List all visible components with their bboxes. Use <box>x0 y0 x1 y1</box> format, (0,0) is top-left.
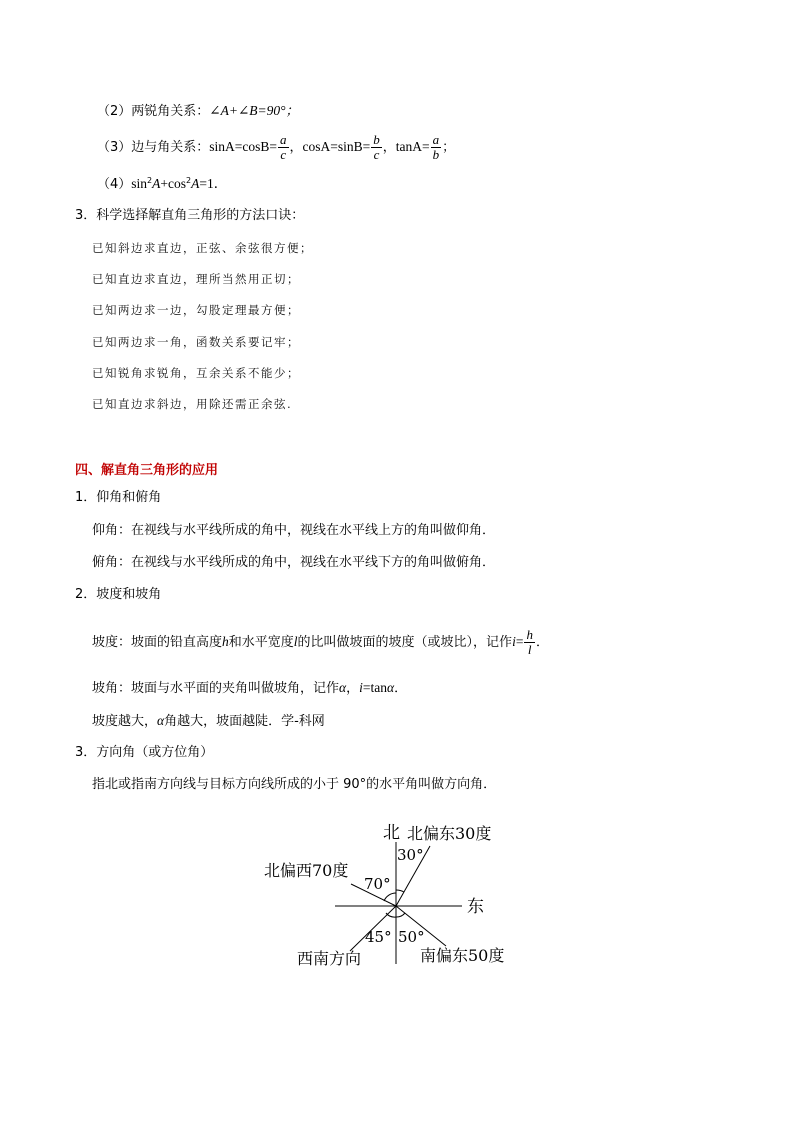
depression-definition: 俯角：在视线与水平线所成的角中，视线在水平线下方的角叫做俯角． <box>92 555 496 570</box>
subsection-title-direction: 3．方向角（或方位角） <box>75 745 214 760</box>
relation-item-2: （2）两锐角关系：∠A+∠B=90°； <box>97 103 300 119</box>
mnemonic-line: 已知斜边求直边，正弦、余弦很方便； <box>92 241 313 255</box>
steepness-note: 坡度越大，α角越大，坡面越陡．学-科网 <box>92 713 325 729</box>
south-east-label: 南偏东50度 <box>420 946 505 965</box>
section-heading: 四、解直角三角形的应用 <box>75 463 219 478</box>
north-label: 北 <box>383 823 400 843</box>
mnemonic-line: 已知锐角求锐角，互余关系不能少； <box>92 366 300 380</box>
relation-item-4: $(4)\sin^2A+\cos^2A=1$． <box>97 176 228 192</box>
angle-70-label: 70° <box>364 875 391 893</box>
slope-angle-definition: 坡角：坡面与水平面的夹角叫做坡角，记作α，i=tanα． <box>92 680 408 696</box>
mnemonic-line: 已知两边求一角，函数关系要记牢； <box>92 335 300 349</box>
angle-50-label: 50° <box>398 928 425 946</box>
slope-definition: 坡度：坡面的铅直高度h和水平宽度l的比叫做坡面的坡度（或坡比），记作i= $\frac{h}{l}$ ． <box>92 627 549 657</box>
mnemonic-line: 已知两边求一边，勾股定理最方便； <box>92 303 300 317</box>
south-west-label: 西南方向 <box>297 949 362 968</box>
fraction-h-over-l: $\frac{h}{l}$ <box>526 627 533 657</box>
elevation-definition: 仰角：在视线与水平线所成的角中，视线在水平线上方的角叫做仰角． <box>92 523 496 538</box>
fraction-a-over-c: $\frac{a}{c}$ <box>280 132 287 162</box>
east-label: 东 <box>467 897 484 917</box>
subsection-title-slope: 2．坡度和坡角 <box>75 587 162 602</box>
arc-30 <box>396 890 404 892</box>
angle-45-label: 45° <box>365 928 392 946</box>
arc-50 <box>396 913 405 917</box>
mnemonic-line: 已知直边求斜边，用除还需正余弦. <box>92 397 293 411</box>
arc-70 <box>384 893 396 901</box>
angle-30-label: 30° <box>397 846 424 864</box>
fraction-b-over-c: $\frac{b}{c}$ <box>373 132 380 162</box>
arc-45 <box>386 913 396 917</box>
fraction-a-over-b: $\frac{a}{b}$ <box>432 132 440 162</box>
direction-angle-definition: 指北或指南方向线与目标方向线所成的小于 90°的水平角叫做方向角． <box>92 777 497 792</box>
mnemonic-title: 3．科学选择解直角三角形的方法口诀： <box>75 208 305 223</box>
relation-item-3: （3）边与角关系：sinA=cosB= $\frac{a}{c}$ ，cosA=sinB= $\frac{b}{c}$ ，tanA= $\frac{a}{b}$ ； <box>97 132 456 162</box>
north-east-label: 北偏东30度 <box>407 824 492 843</box>
north-west-label: 北偏西70度 <box>264 861 349 880</box>
subsection-title-elevation: 1．仰角和俯角 <box>75 490 162 505</box>
mnemonic-line: 已知直边求直边，理所当然用正切； <box>92 272 300 286</box>
